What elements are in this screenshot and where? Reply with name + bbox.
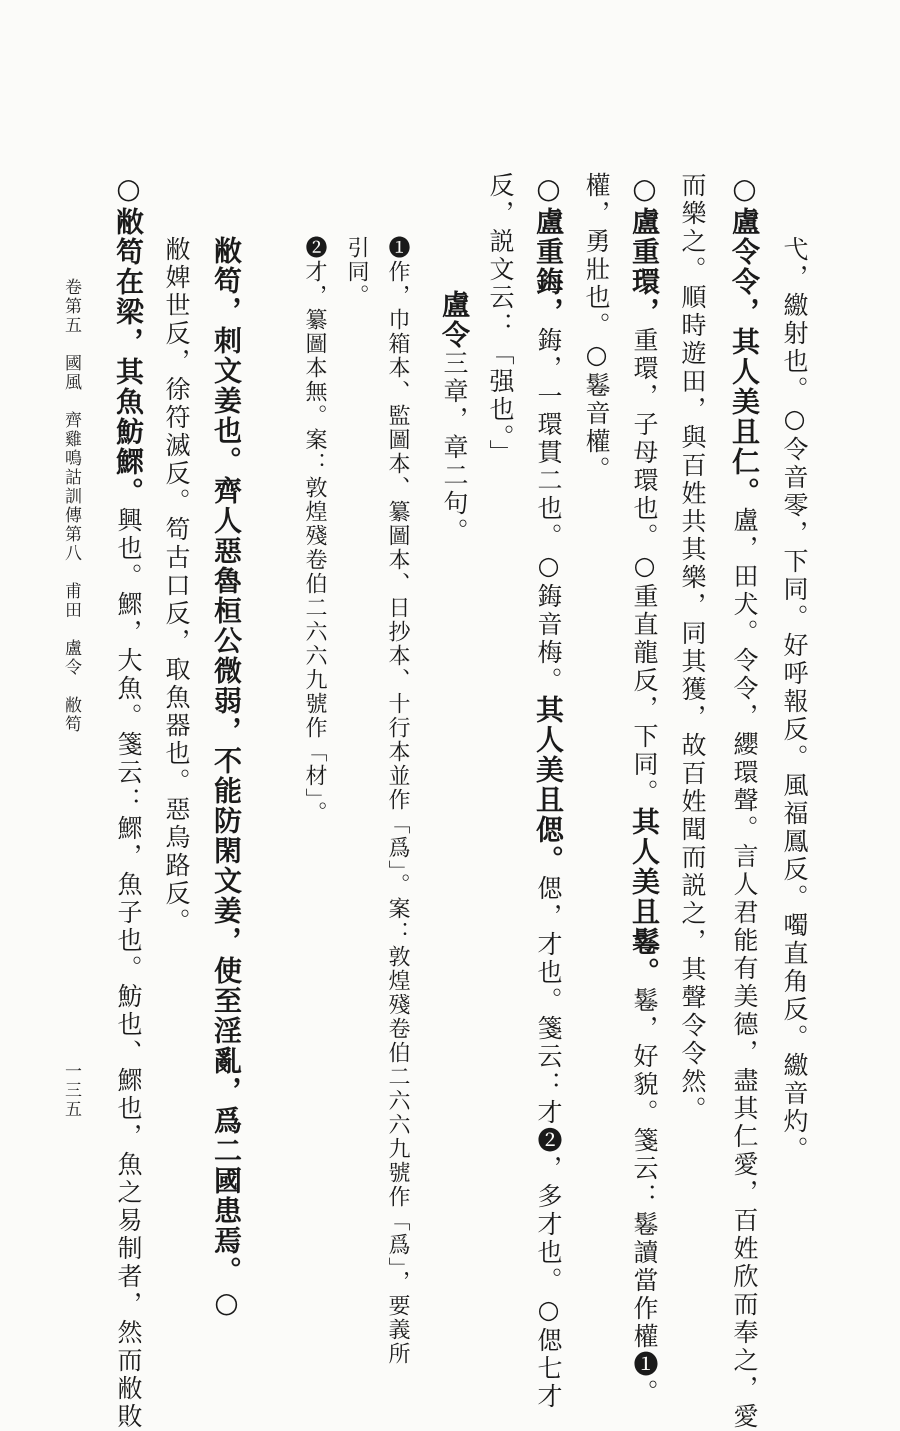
text-column [680,172,705,1124]
commentary-text: 反，説文云：「强也。」 [486,172,515,468]
commentary-text: 而樂之。順時遊田，與百姓共其樂，同其獲，故百姓聞而説之，其聲令令然。 [678,172,707,1124]
commentary-text: ❷才，纂圖本無。案：敦煌殘卷伯二六六九號作「材」。 [302,236,327,825]
page-number: 一三五 [61,1062,81,1119]
text-column [210,236,243,1321]
commentary-text: 偲，才也。箋云：才❷，多才也。○偲七才 [534,875,563,1411]
commentary-text: 弋，繳射也。○令音零，下同。好呼報反。風福鳳反。噣直角反。繳音灼。 [780,236,809,1164]
verse-text: 敝笱，刺文姜也。齊人惡魯桓公微弱，不能防閑文姜，使至淫亂，爲二國患焉。○ [210,236,243,1321]
text-column [345,236,367,308]
text-column [782,236,807,1164]
commentary-text: 鬈，好貌。箋云：鬈讀當作權❶。 [630,987,659,1407]
text-column [112,172,145,1431]
commentary-text: 興也。鰥，大魚。箋云：鰥，魚子也。魴也、鰥也，魚之易制者，然而敝敗 [114,507,143,1431]
commentary-text: 權，勇壯也。○鬈音權。 [582,172,611,484]
text-column [386,236,408,1366]
verse-text: 其人美且偲。 [532,695,565,875]
text-column [584,172,609,484]
verse-text: ○盧重環， [628,172,661,327]
text-column [532,172,565,1411]
text-column [303,236,325,825]
verse-text: ○盧令令，其人美且仁。 [728,172,761,507]
verse-text: ○敝笱在梁，其魚魴鰥。 [112,172,145,507]
commentary-text: 敝婢世反，徐符滅反。笱古口反，取魚器也。惡烏路反。 [162,236,191,936]
commentary-text: 鋂，一環貫二也。○鋂音梅。 [534,327,563,695]
text-column [628,172,661,1407]
verse-text: 其人美且鬈。 [628,807,661,987]
commentary-text: 引同。 [344,236,369,308]
verse-text: ○盧重鋂， [532,172,565,327]
commentary-text: 重環，子母環也。○重直龍反，下同。 [630,327,659,807]
verse-text: 盧令 [438,290,471,350]
commentary-text: 盧，田犬。令令，纓環聲。言人君能有美德，盡其仁愛，百姓欣而奉之，愛 [730,507,759,1431]
text-column [164,236,189,936]
running-head: 卷第五 國風 齊雞鳴詁訓傳第八 甫田 盧令 敝笱 [61,278,81,734]
text-column [488,172,513,468]
commentary-text: 三章，章二句。 [440,350,469,546]
text-column [728,172,761,1431]
commentary-text: ❶作，巾箱本、監圖本、纂圖本、日抄本、十行本並作「爲」。案：敦煌殘卷伯二六六九號作「爲」，要義所 [385,236,410,1366]
text-column [438,290,471,546]
